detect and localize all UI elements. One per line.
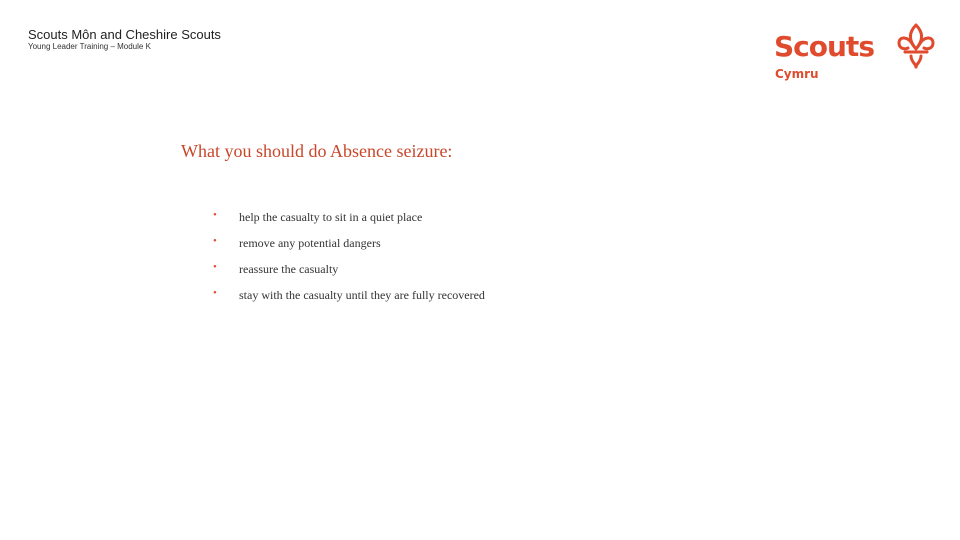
- fleur-de-lis-icon: [896, 22, 936, 70]
- org-name: Scouts Môn and Cheshire Scouts: [28, 27, 221, 42]
- bullet-text: help the casualty to sit in a quiet place: [239, 210, 423, 224]
- scouts-cymru-logo: [772, 22, 938, 86]
- bullet-text: stay with the casualty until they are fully recovered: [239, 288, 485, 302]
- bullet-text: remove any potential dangers: [239, 236, 381, 250]
- slide-title: What you should do Absence seizure:: [181, 141, 453, 161]
- bullet-item: [213, 208, 485, 234]
- bullet-marker: •: [213, 209, 217, 221]
- logo-wordmark: Scouts: [774, 30, 874, 63]
- module-name: Young Leader Training – Module K: [28, 42, 151, 51]
- bullet-marker: •: [213, 287, 217, 299]
- bullet-list: [213, 208, 485, 312]
- bullet-marker: •: [213, 261, 217, 273]
- bullet-item: [213, 260, 485, 286]
- bullet-item: [213, 234, 485, 260]
- logo-subtitle: Cymru: [775, 67, 819, 81]
- bullet-marker: •: [213, 235, 217, 247]
- bullet-item: [213, 286, 485, 312]
- bullet-text: reassure the casualty: [239, 262, 339, 276]
